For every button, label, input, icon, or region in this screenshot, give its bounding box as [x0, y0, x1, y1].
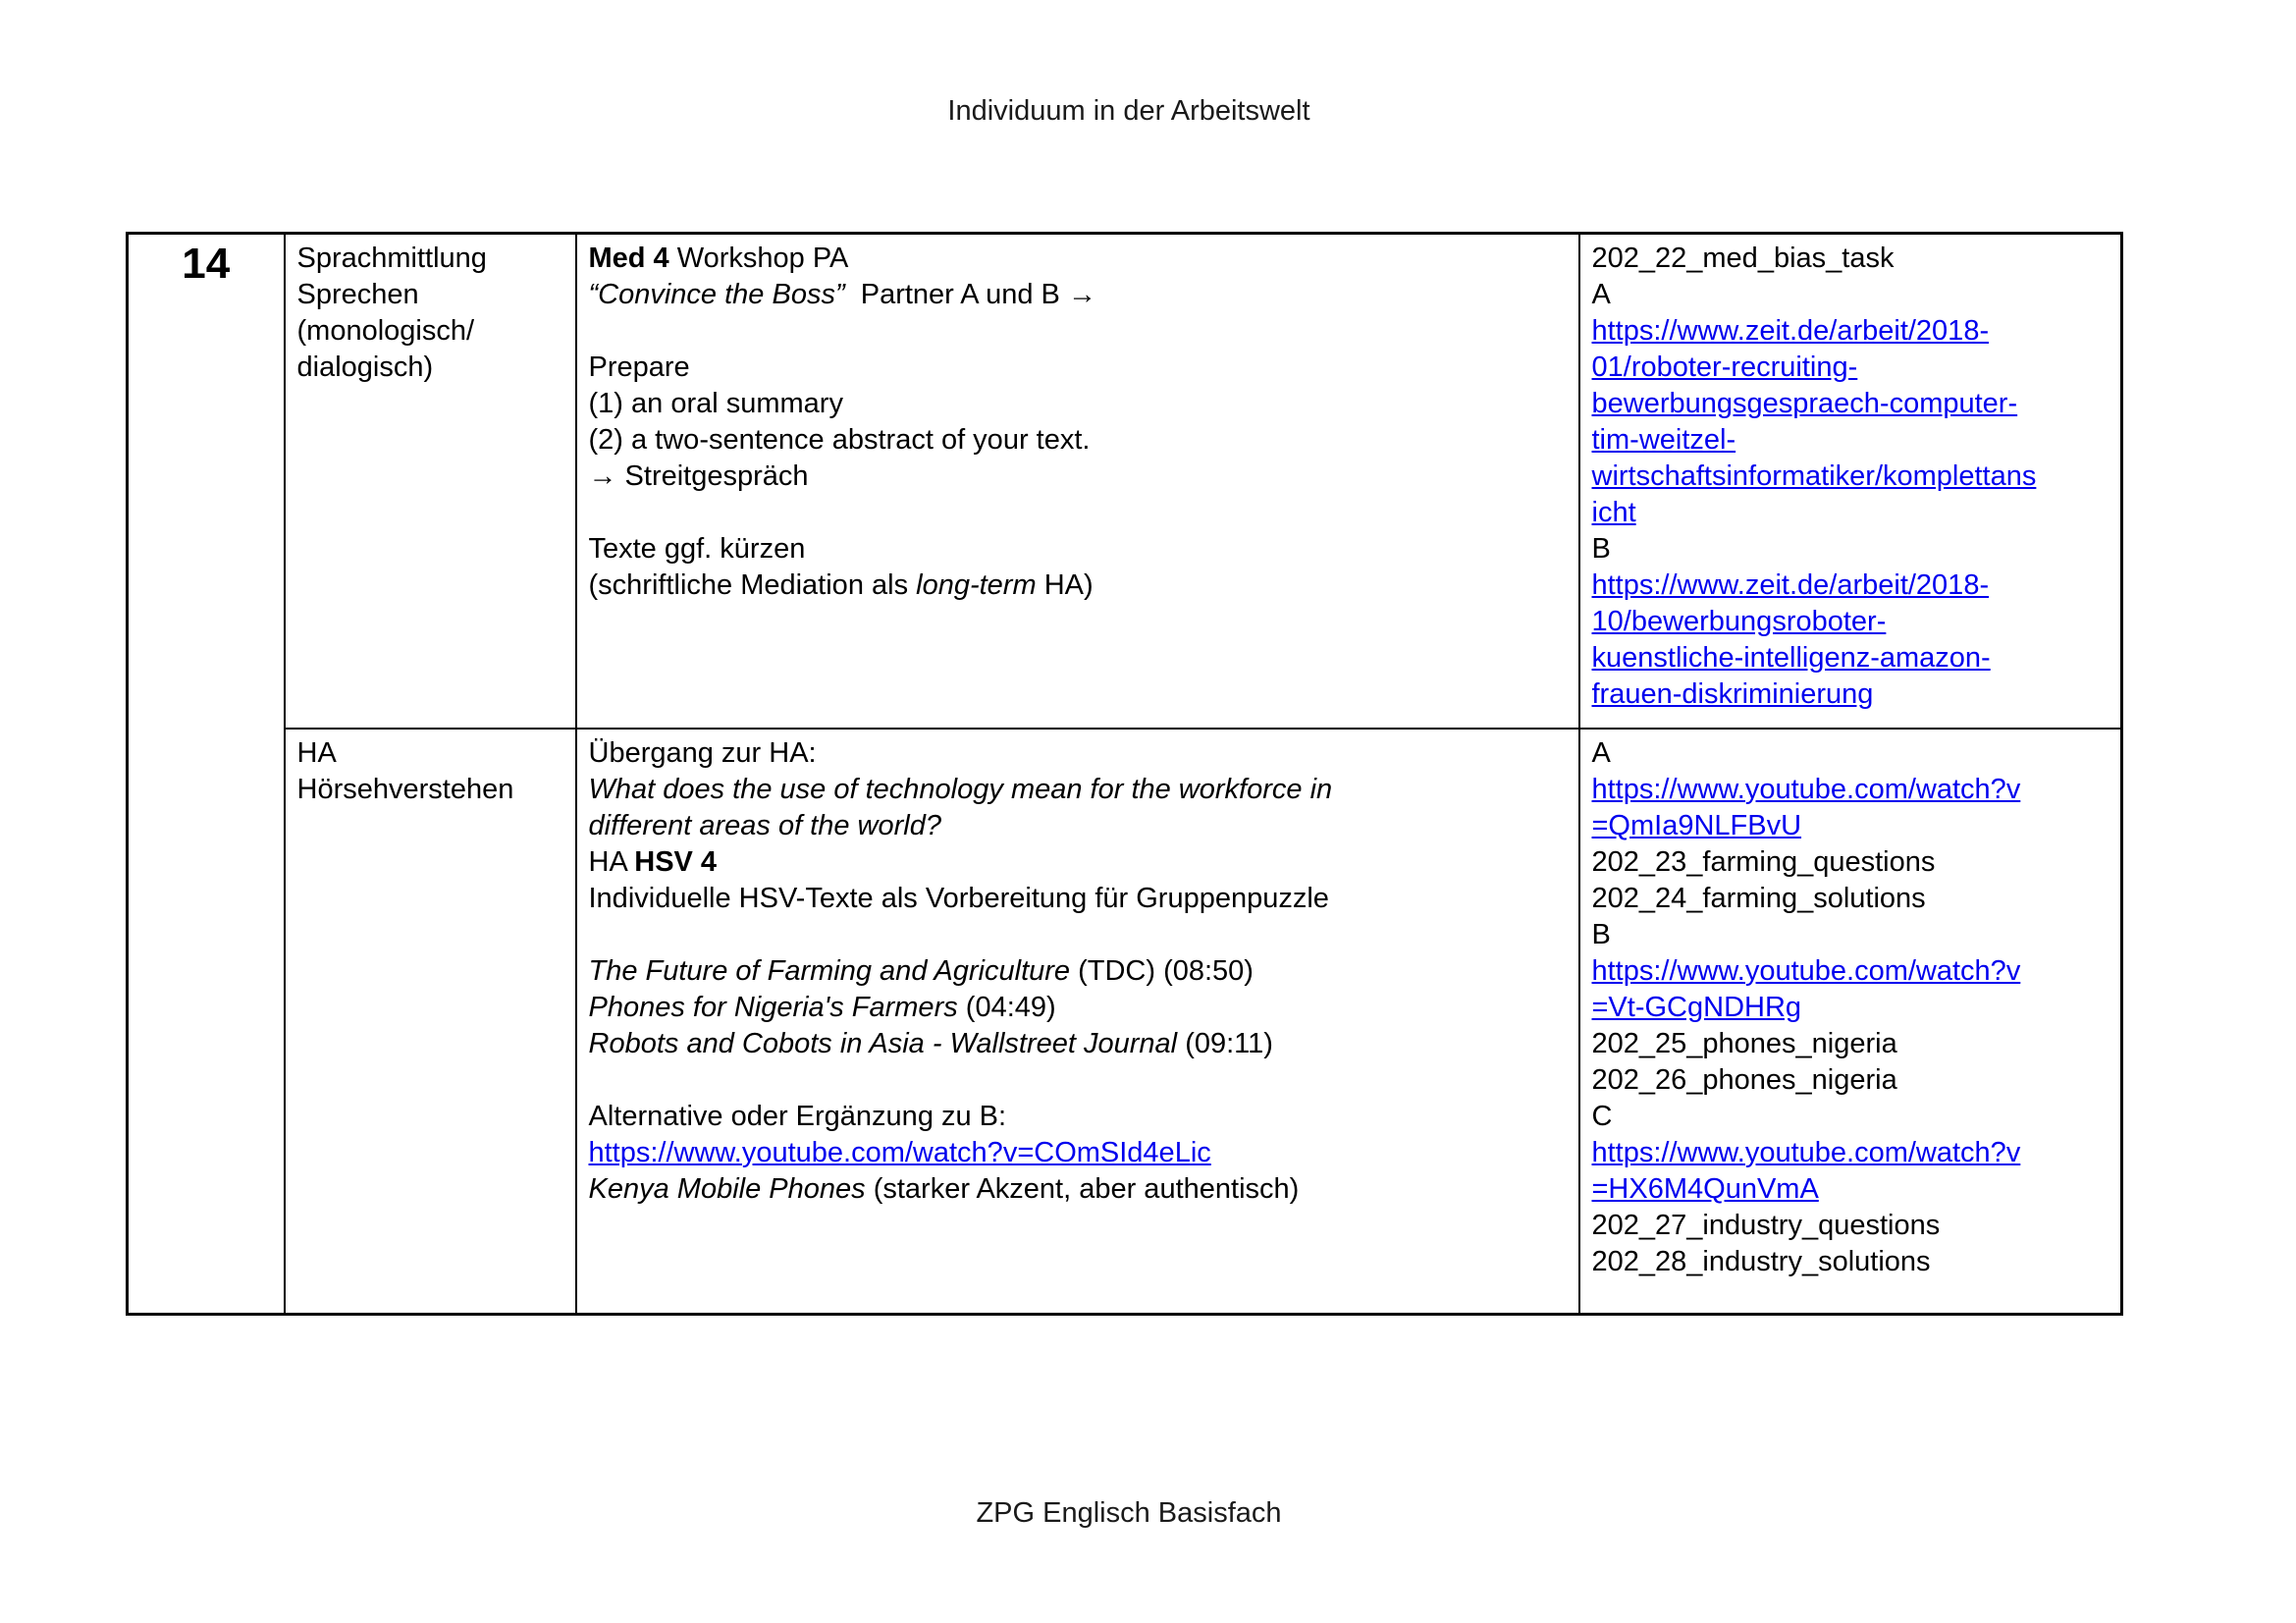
hyperlink[interactable]: kuenstliche-intelligenz-amazon-: [1591, 642, 1991, 674]
text-segment: HA: [588, 845, 635, 878]
text-line: [589, 1026, 1567, 1062]
text-line: [589, 422, 1567, 459]
text-line: [1592, 1135, 2109, 1171]
text-line: [589, 277, 1567, 313]
text-line: [1592, 1026, 2109, 1062]
text-segment: (TDC) (08:50): [1070, 954, 1254, 987]
text-segment: (monologisch/: [296, 315, 475, 347]
text-segment: B: [1591, 533, 1611, 565]
text-segment: What does the use of technology mean for the workforce in: [588, 773, 1333, 805]
text-line: [1592, 459, 2109, 495]
text-line: [297, 313, 563, 350]
page-header-title: Individuum in der Arbeitswelt: [947, 95, 1310, 127]
text-line: [589, 844, 1567, 881]
content-cell-row1: [576, 234, 1579, 729]
text-segment: Alternative oder Ergänzung zu B:: [588, 1100, 1007, 1132]
text-line: [589, 531, 1567, 568]
text-segment: Sprachmittlung: [296, 243, 487, 274]
text-segment: B: [1591, 918, 1611, 950]
text-line: [1592, 313, 2109, 350]
text-segment: HA): [1036, 569, 1094, 601]
text-segment: 202_27_industry_questions: [1591, 1209, 1941, 1241]
text-line: [1592, 1244, 2109, 1280]
text-segment: (09:11): [1177, 1027, 1273, 1059]
text-segment: (schriftliche Mediation als: [588, 569, 917, 601]
text-segment: different areas of the world?: [588, 809, 941, 841]
hyperlink[interactable]: 01/roboter-recruiting-: [1591, 352, 1858, 383]
text-segment: 202_24_farming_solutions: [1591, 882, 1926, 914]
text-line: [297, 735, 563, 772]
page-footer-text: ZPG Englisch Basisfach: [976, 1497, 1282, 1529]
competences-cell-row2: [285, 729, 576, 1315]
text-line: [1592, 1099, 2109, 1135]
text-line: [589, 386, 1567, 422]
text-line: [1592, 1062, 2109, 1099]
text-segment: Kenya Mobile Phones: [588, 1172, 866, 1205]
lesson-number: 14: [182, 240, 231, 288]
text-line: [1592, 735, 2109, 772]
text-line: [589, 1099, 1567, 1135]
hyperlink[interactable]: wirtschaftsinformatiker/komplettans: [1591, 460, 2037, 492]
text-line: [1592, 241, 2109, 277]
text-line: [1592, 1171, 2109, 1208]
text-segment: Individuelle HSV-Texte als Vorbereitung für Gruppenpuzzle: [588, 882, 1329, 914]
text-segment: A: [1591, 736, 1611, 769]
hyperlink[interactable]: =Vt-GCgNDHRg: [1591, 991, 1802, 1023]
text-line: [589, 313, 1567, 350]
text-segment: (2) a two-sentence abstract of your text.: [588, 424, 1091, 456]
text-line: [1592, 990, 2109, 1026]
text-line: [1592, 676, 2109, 713]
text-segment: 202_23_farming_questions: [1591, 845, 1936, 878]
text-line: [589, 350, 1567, 386]
text-line: [589, 1062, 1567, 1099]
text-segment: Texte ggf. kürzen: [588, 533, 806, 565]
text-line: [589, 917, 1567, 953]
text-segment: HA: [296, 736, 337, 769]
text-line: [589, 241, 1567, 277]
text-line: [589, 1171, 1567, 1208]
text-line: [297, 277, 563, 313]
hyperlink[interactable]: frauen-diskriminierung: [1591, 678, 1874, 710]
text-segment: (1) an oral summary: [588, 388, 843, 419]
text-line: [1592, 917, 2109, 953]
text-line: [1592, 531, 2109, 568]
text-line: [1592, 350, 2109, 386]
content-cell-row2: [576, 729, 1579, 1315]
table-row: [128, 729, 2122, 1315]
text-line: [1592, 808, 2109, 844]
text-segment: Prepare: [588, 352, 690, 383]
lesson-plan-table: [126, 232, 2123, 1316]
hyperlink[interactable]: =HX6M4QunVmA: [1591, 1172, 1819, 1205]
hyperlink[interactable]: https://www.zeit.de/arbeit/2018-: [1591, 315, 1990, 347]
hyperlink[interactable]: https://www.youtube.com/watch?v: [1591, 954, 2021, 987]
text-line: [1592, 386, 2109, 422]
table-row: [128, 234, 2122, 729]
text-segment: 202_25_phones_nigeria: [1591, 1027, 1897, 1059]
text-line: [297, 772, 563, 808]
text-line: [589, 568, 1567, 604]
text-line: [589, 990, 1567, 1026]
competences-cell-row1: [285, 234, 576, 729]
text-line: [1592, 422, 2109, 459]
text-line: [589, 953, 1567, 990]
materials-cell-row2: [1579, 729, 2122, 1315]
hyperlink[interactable]: https://www.youtube.com/watch?v: [1591, 1136, 2021, 1168]
text-segment: The Future of Farming and Agriculture: [588, 954, 1071, 987]
text-line: [1592, 640, 2109, 676]
text-segment: (04:49): [957, 991, 1056, 1023]
lesson-number-cell: [128, 234, 285, 1315]
text-line: [1592, 844, 2109, 881]
text-segment: “Convince the Boss”: [588, 279, 845, 310]
text-line: [1592, 604, 2109, 640]
hyperlink[interactable]: =QmIa9NLFBvU: [1591, 809, 1802, 841]
text-line: [297, 350, 563, 386]
materials-cell-row1: [1579, 234, 2122, 729]
text-segment: 202_26_phones_nigeria: [1591, 1063, 1897, 1096]
text-segment: dialogisch): [296, 352, 434, 383]
text-line: [1592, 953, 2109, 990]
text-segment: C: [1591, 1100, 1613, 1132]
text-segment: Partner A und B →: [844, 279, 1096, 310]
text-line: [1592, 772, 2109, 808]
text-segment: (starker Akzent, aber authentisch): [865, 1172, 1300, 1205]
text-segment: Workshop PA: [668, 243, 849, 274]
text-line: [589, 495, 1567, 531]
text-segment: long-term: [916, 569, 1037, 601]
hyperlink[interactable]: https://www.youtube.com/watch?v=COmSId4eLic: [588, 1136, 1211, 1168]
text-line: [1592, 568, 2109, 604]
text-segment: 202_28_industry_solutions: [1591, 1245, 1931, 1277]
hyperlink[interactable]: 10/bewerbungsroboter-: [1591, 606, 1887, 637]
hyperlink[interactable]: bewerbungsgespraech-computer-: [1591, 388, 2018, 419]
text-segment: HSV 4: [634, 845, 718, 878]
text-line: [297, 241, 563, 277]
text-line: [589, 735, 1567, 772]
text-segment: Med 4: [588, 243, 669, 274]
text-segment: Übergang zur HA:: [588, 736, 817, 769]
text-line: [1592, 277, 2109, 313]
text-line: [589, 459, 1567, 495]
hyperlink[interactable]: icht: [1591, 497, 1636, 528]
text-segment: Hörsehverstehen: [296, 773, 514, 805]
text-segment: → Streitgespräch: [588, 460, 809, 492]
text-line: [1592, 881, 2109, 917]
text-segment: Sprechen: [296, 279, 419, 310]
text-line: [1592, 1208, 2109, 1244]
text-line: [589, 1135, 1567, 1171]
text-segment: A: [1591, 279, 1611, 310]
text-line: [589, 808, 1567, 844]
text-line: [589, 881, 1567, 917]
text-segment: Phones for Nigeria's Farmers: [588, 991, 958, 1023]
text-line: [1592, 495, 2109, 531]
hyperlink[interactable]: https://www.zeit.de/arbeit/2018-: [1591, 569, 1990, 601]
text-segment: 202_22_med_bias_task: [1591, 243, 1895, 274]
hyperlink[interactable]: https://www.youtube.com/watch?v: [1591, 773, 2021, 805]
text-segment: Robots and Cobots in Asia - Wallstreet Journal: [588, 1027, 1178, 1059]
hyperlink[interactable]: tim-weitzel-: [1591, 424, 1736, 456]
text-line: [589, 772, 1567, 808]
